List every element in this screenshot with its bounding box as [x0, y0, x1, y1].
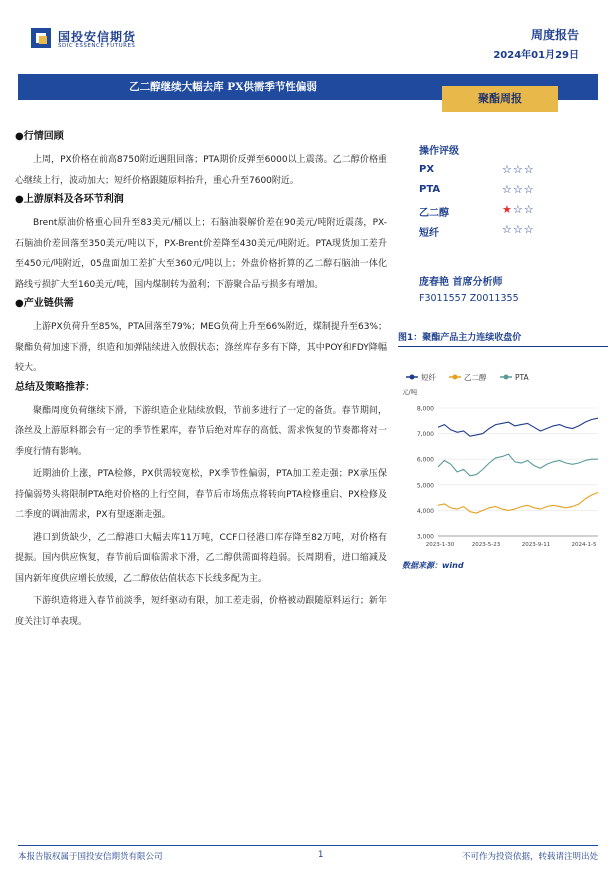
paragraph: 港口到货缺少，乙二醇港口大幅去库11万吨，CCF口径港口库存降至82万吨，对价格有提振。国内供应恢复，春节前后面临需求下滑，乙二醇供需面将趋弱。长周期看，进口缩减及国内新年度供应增长放缓，乙二醇依估值状态下长线多配为主。: [15, 532, 387, 584]
section-heading: ●行情回顾: [15, 131, 64, 142]
star-empty-icon: ☆☆: [512, 203, 535, 216]
logo-name-cn: 国投安信期货: [58, 30, 137, 44]
x-tick-label: 2023-1-30: [425, 542, 455, 548]
y-tick-label: 3,000: [416, 533, 434, 541]
page-number: 1: [318, 850, 324, 860]
logo-mark-icon: [30, 27, 52, 49]
rating-stars: [502, 203, 535, 216]
y-tick-label: 7,000: [416, 431, 434, 439]
y-tick-label: 5,000: [416, 482, 434, 490]
rating-name: 乙二醇: [419, 208, 449, 219]
footer-divider: [18, 845, 598, 846]
y-tick-label: 6,000: [416, 456, 434, 464]
y-tick-label: 8,000: [416, 405, 434, 413]
paragraph: 下游织造将进入春节前淡季，短纤驱动有限，加工差走弱，价格被动跟随原料运行；新年度关注订单表现。: [15, 596, 387, 627]
footer-disclaimer: 不可作为投资依据，转载请注明出处: [461, 852, 598, 862]
rating-name: PTA: [419, 184, 441, 195]
paragraph: Brent原油价格重心回升至83美元/桶以上；石脑油裂解价差在90美元/吨附近震荡，PX-石脑油价差回落至350美元/吨以下，PX-Brent价差降至430美元/吨附近。PTA现货加工差升至450元/吨附近，05盘面加工差扩大至360元/吨以上；外盘价格折算的乙二醇石脑油一体化路线亏损扩大至160美元/吨，国内煤制转为盈利；下游聚合品亏损多有增加。: [15, 218, 387, 290]
rating-row-pta: [419, 184, 569, 200]
paragraph: 聚酯周度负荷继续下滑，下游织造企业陆续放假，节前多进行了一定的备货。春节期间，涤丝及上游原料都会有一定的季节性累库，春节后绝对库存的高低、需求恢复的节奏都将对一季度行情有影响。: [15, 405, 387, 457]
main-text-column: [15, 130, 387, 634]
footer-copyright: 本报告版权属于国投安信期货有限公司: [18, 852, 163, 862]
analyst-name: 庞春艳 首席分析师: [419, 277, 503, 288]
legend-label: PTA: [515, 373, 529, 382]
rating-row-meg: [419, 204, 569, 220]
section-heading: ●产业链供需: [15, 298, 74, 309]
rating-row-px: [419, 164, 569, 180]
analyst-license: F3011557 Z0011355: [419, 293, 519, 304]
legend-marker: [504, 375, 509, 380]
report-tag: 聚酯周报: [442, 86, 558, 112]
legend-marker: [453, 375, 458, 380]
x-tick-label: 2023-9-11: [521, 542, 551, 548]
x-tick-label: 2023-5-23: [471, 542, 501, 548]
legend-marker: [410, 375, 415, 380]
paragraph: 上游PX负荷升至85%，PTA回落至79%；MEG负荷上升至66%附近，煤制提升至63%；聚酯负荷加速下滑，织造和加弹陆续进入放假状态；涤丝库存多有下降，其中POY和FDY降幅较大。: [15, 322, 387, 373]
figure-title: 图1：聚酯产品主力连续收盘价: [398, 330, 608, 347]
paragraph: 上周，PX价格在前高8750附近遇阻回落；PTA期价反弹至6000以上震荡。乙二醇价格重心继续上行，波动加大；短纤价格跟随原料抬升，重心升至7600附近。: [15, 155, 387, 186]
y-axis-label: 元/吨: [402, 388, 418, 396]
series-line: [438, 454, 598, 476]
price-chart: [398, 350, 608, 560]
y-tick-label: 4,000: [416, 507, 434, 515]
data-source: 数据来源：wind: [402, 561, 464, 570]
rating-stars: ☆☆☆: [502, 163, 535, 176]
report-type: 周度报告: [530, 28, 579, 42]
company-logo: [30, 27, 180, 53]
rating-name: 短纤: [419, 228, 439, 239]
price-chart-svg: [398, 350, 608, 560]
report-title: 乙二醇继续大幅去库 PX供需季节性偏弱: [129, 81, 317, 93]
x-tick-label: 2024-1-5: [571, 542, 597, 548]
rating-stars: ☆☆☆: [502, 183, 535, 196]
section-heading: 总结及策略推荐：: [15, 381, 95, 393]
rating-stars: ☆☆☆: [502, 223, 535, 236]
rating-name: PX: [419, 164, 435, 175]
series-line: [438, 493, 598, 514]
section-heading: ●上游原料及各环节利润: [15, 194, 124, 205]
logo-name-en: SDIC ESSENCE FUTURES: [58, 43, 136, 49]
star-filled-icon: ★: [502, 203, 513, 216]
legend-label: 短纤: [421, 373, 436, 382]
rating-row-psf: [419, 224, 569, 240]
paragraph: 近期油价上涨，PTA检修，PX供需较宽松，PX季节性偏弱，PTA加工差走强；PX承压保持偏弱势头将限制PTA绝对价格的上行空间，春节后市场焦点将转向PTA检修重启、PX检修及二季度的调油需求，PX有望逐渐走强。: [15, 469, 387, 520]
report-date: 2024年01月29日: [493, 50, 579, 61]
legend-label: 乙二醇: [464, 373, 487, 382]
rating-title: 操作评级: [419, 146, 459, 157]
